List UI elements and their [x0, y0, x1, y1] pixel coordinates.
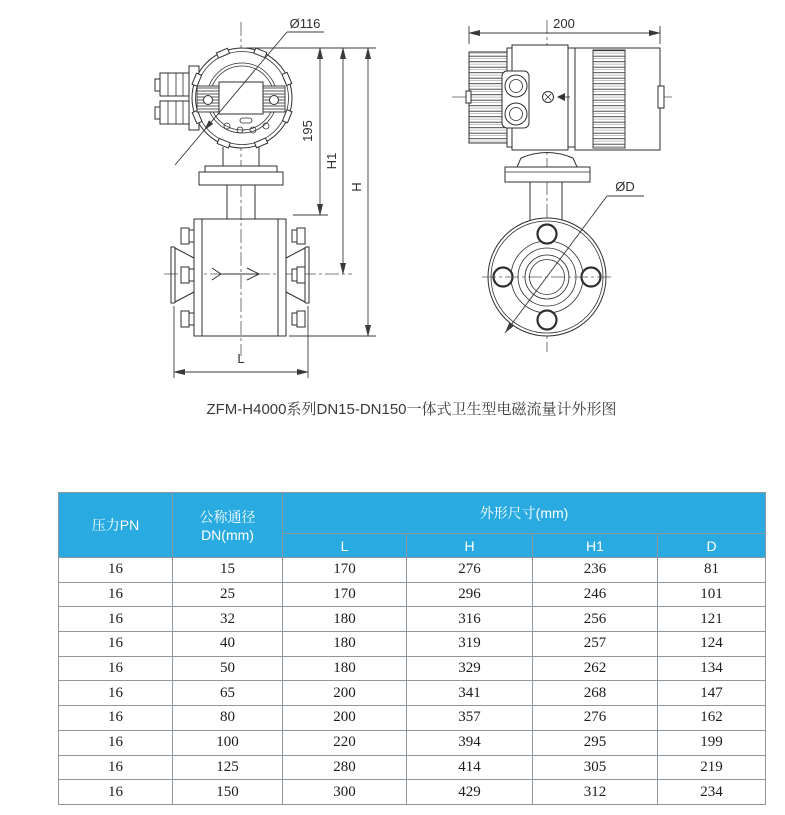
header-nominal-diameter-line2: DN(mm) [201, 527, 254, 543]
table-cell: 121 [658, 607, 766, 632]
table-row [59, 730, 766, 755]
table-cell: 394 [407, 730, 533, 755]
table-row [59, 607, 766, 632]
table-cell: 50 [173, 656, 283, 681]
table-cell: 180 [283, 656, 407, 681]
table-cell: 16 [59, 607, 173, 632]
table-row [59, 632, 766, 657]
table-cell: 305 [533, 755, 658, 780]
table-cell: 236 [533, 558, 658, 583]
table-cell: 16 [59, 632, 173, 657]
table-cell: 100 [173, 730, 283, 755]
table-cell: 295 [533, 730, 658, 755]
table-cell: 199 [658, 730, 766, 755]
table-cell: 150 [173, 780, 283, 805]
table-cell: 124 [658, 632, 766, 657]
table-cell: 262 [533, 656, 658, 681]
table-cell: 170 [283, 582, 407, 607]
table-cell: 276 [407, 558, 533, 583]
table-cell: 319 [407, 632, 533, 657]
table-cell: 81 [658, 558, 766, 583]
table-cell: 200 [283, 706, 407, 731]
table-cell: 15 [173, 558, 283, 583]
header-pressure: 压力PN [59, 493, 173, 558]
dim-label-flange-diameter: ØD [615, 179, 635, 194]
table-row [59, 656, 766, 681]
table-cell: 180 [283, 607, 407, 632]
header-nominal-diameter [173, 493, 283, 558]
header-col-h: H [407, 534, 533, 558]
dim-label-195: 195 [300, 120, 315, 142]
table-cell: 16 [59, 681, 173, 706]
dim-label-h1: H1 [324, 152, 339, 170]
table-cell: 16 [59, 780, 173, 805]
table-row [59, 706, 766, 731]
header-col-h1: H1 [533, 534, 658, 558]
table-row [59, 780, 766, 805]
table-cell: 429 [407, 780, 533, 805]
cable-glands-side [502, 71, 529, 128]
table-row [59, 558, 766, 583]
process-flange-face [482, 218, 614, 336]
table-cell: 246 [533, 582, 658, 607]
dim-label-head-diameter: Ø116 [289, 16, 321, 31]
table-cell: 16 [59, 656, 173, 681]
table-cell: 268 [533, 681, 658, 706]
table-cell: 16 [59, 558, 173, 583]
table-cell: 80 [173, 706, 283, 731]
dim-label-h: H [349, 182, 364, 192]
table-row [59, 582, 766, 607]
flowmeter-side-view [452, 16, 672, 352]
dim-label-l: L [237, 351, 245, 366]
table-cell: 162 [658, 706, 766, 731]
header-nominal-diameter-line1: 公称通径 [199, 509, 256, 525]
table-cell: 300 [283, 780, 407, 805]
header-col-l: L [283, 534, 407, 558]
table-cell: 329 [407, 656, 533, 681]
table-cell: 316 [407, 607, 533, 632]
table-cell: 280 [283, 755, 407, 780]
header-col-d: D [658, 534, 766, 558]
table-cell: 256 [533, 607, 658, 632]
table-cell: 220 [283, 730, 407, 755]
header-outline-dimensions: 外形尺寸(mm) [283, 493, 766, 534]
transmitter-head [192, 48, 292, 148]
table-row [59, 681, 766, 706]
table-cell: 40 [173, 632, 283, 657]
table-cell: 134 [658, 656, 766, 681]
figure-caption: ZFM-H4000系列DN15-DN150一体式卫生型电磁流量计外形图 [206, 401, 617, 418]
table-cell: 257 [533, 632, 658, 657]
table-cell: 16 [59, 730, 173, 755]
flowmeter-front-view [155, 16, 376, 378]
neck-and-flange-side [505, 153, 590, 221]
table-cell: 180 [283, 632, 407, 657]
table-cell: 65 [173, 681, 283, 706]
table-cell: 16 [59, 755, 173, 780]
table-cell: 125 [173, 755, 283, 780]
table-cell: 200 [283, 681, 407, 706]
table-cell: 312 [533, 780, 658, 805]
table-cell: 341 [407, 681, 533, 706]
table-cell: 16 [59, 582, 173, 607]
table-cell: 25 [173, 582, 283, 607]
table-row [59, 755, 766, 780]
table-cell: 147 [658, 681, 766, 706]
dimensions-table [58, 492, 766, 805]
table-cell: 234 [658, 780, 766, 805]
table-cell: 32 [173, 607, 283, 632]
table-cell: 414 [407, 755, 533, 780]
table-cell: 219 [658, 755, 766, 780]
table-cell: 357 [407, 706, 533, 731]
table-cell: 170 [283, 558, 407, 583]
sensor-body-front [171, 219, 309, 336]
transmitter-housing-side [466, 45, 664, 150]
table-cell: 101 [658, 582, 766, 607]
table-cell: 16 [59, 706, 173, 731]
table-cell: 296 [407, 582, 533, 607]
dim-label-200: 200 [553, 16, 575, 31]
table-cell: 276 [533, 706, 658, 731]
